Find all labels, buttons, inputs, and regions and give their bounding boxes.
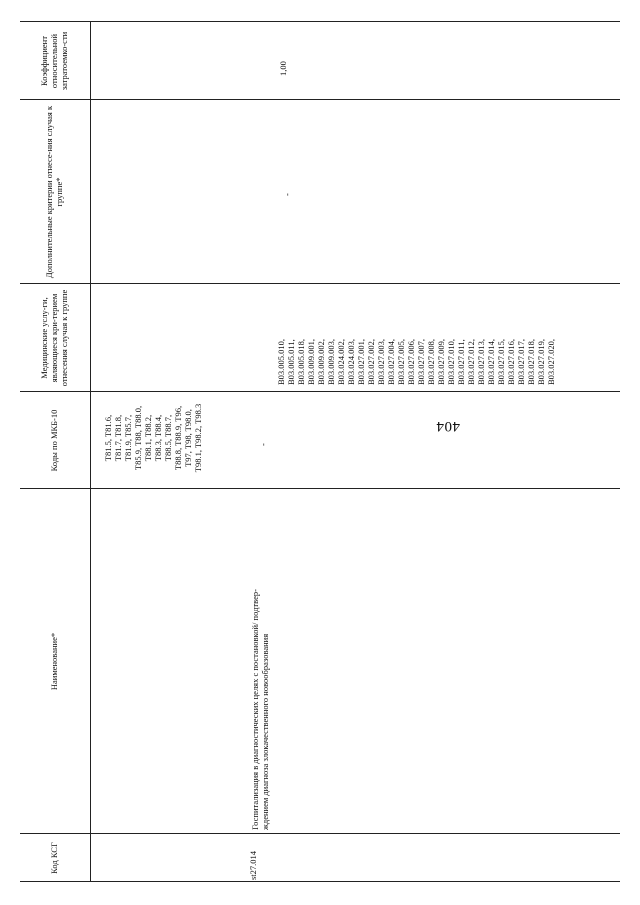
header-name: Наименование* [49,632,60,691]
column-divider [20,833,620,834]
column-divider [20,488,620,489]
header-icd: Коды по МКБ-10 [49,409,60,472]
header-coefficient: Коэффициент относительной затратоемко-сти [39,31,69,91]
row-criteria: - [282,193,292,196]
header-code: Код КСГ [49,842,60,874]
continuation-icd-codes: T81.5, T81.6, T81.7, T81.8, T81.9, T85.7, T85.9, T88, T88.0, T88.1, T88.2, T88.3, T88.4, T88.5, T88.7, T88.8, T88.9, T96, T97, T98, T98.0, T98.1, T98.2, T98.3 [103,403,204,473]
column-divider [20,99,620,100]
header-rule [90,22,91,882]
rotated-table-page [20,22,620,882]
page-number: 404 [436,418,460,434]
row-name: Госпитализация в диагностических целях с постановкой/ подтвер- ждением диагноза злокачественного новообразования [250,589,271,830]
row-code: st27.014 [248,850,258,880]
row-services: B03.005.010, B03.005.011, B03.005.018, B03.009.001, B03.009.002, B03.009.003, B03.024.002, B03.024.003, B03.027.001, B03.027.002, B03.027.003, B03.027.004, B03.027.005, B03.027.006, B03.027.007, B03.027.008, B03.027.009, B03.027.010, B03.027.011, B03.027.012, B03.027.013, B03.027.014, B03.027.015, B03.027.016, B03.027.017, B03.027.018, B03.027.019, B03.027.020, [276,338,557,385]
header-criteria: Дополнительные критерии отнесе-ния случая к группе* [44,105,64,279]
row-coefficient: 1,00 [278,61,288,76]
column-divider [20,283,620,284]
table-border-right [20,21,620,22]
header-services: Медицинские услу-ги, являющиеся кри-терием отнесения случая к группе [39,289,69,387]
row-icd: - [258,443,268,446]
table-border-left [20,881,620,882]
